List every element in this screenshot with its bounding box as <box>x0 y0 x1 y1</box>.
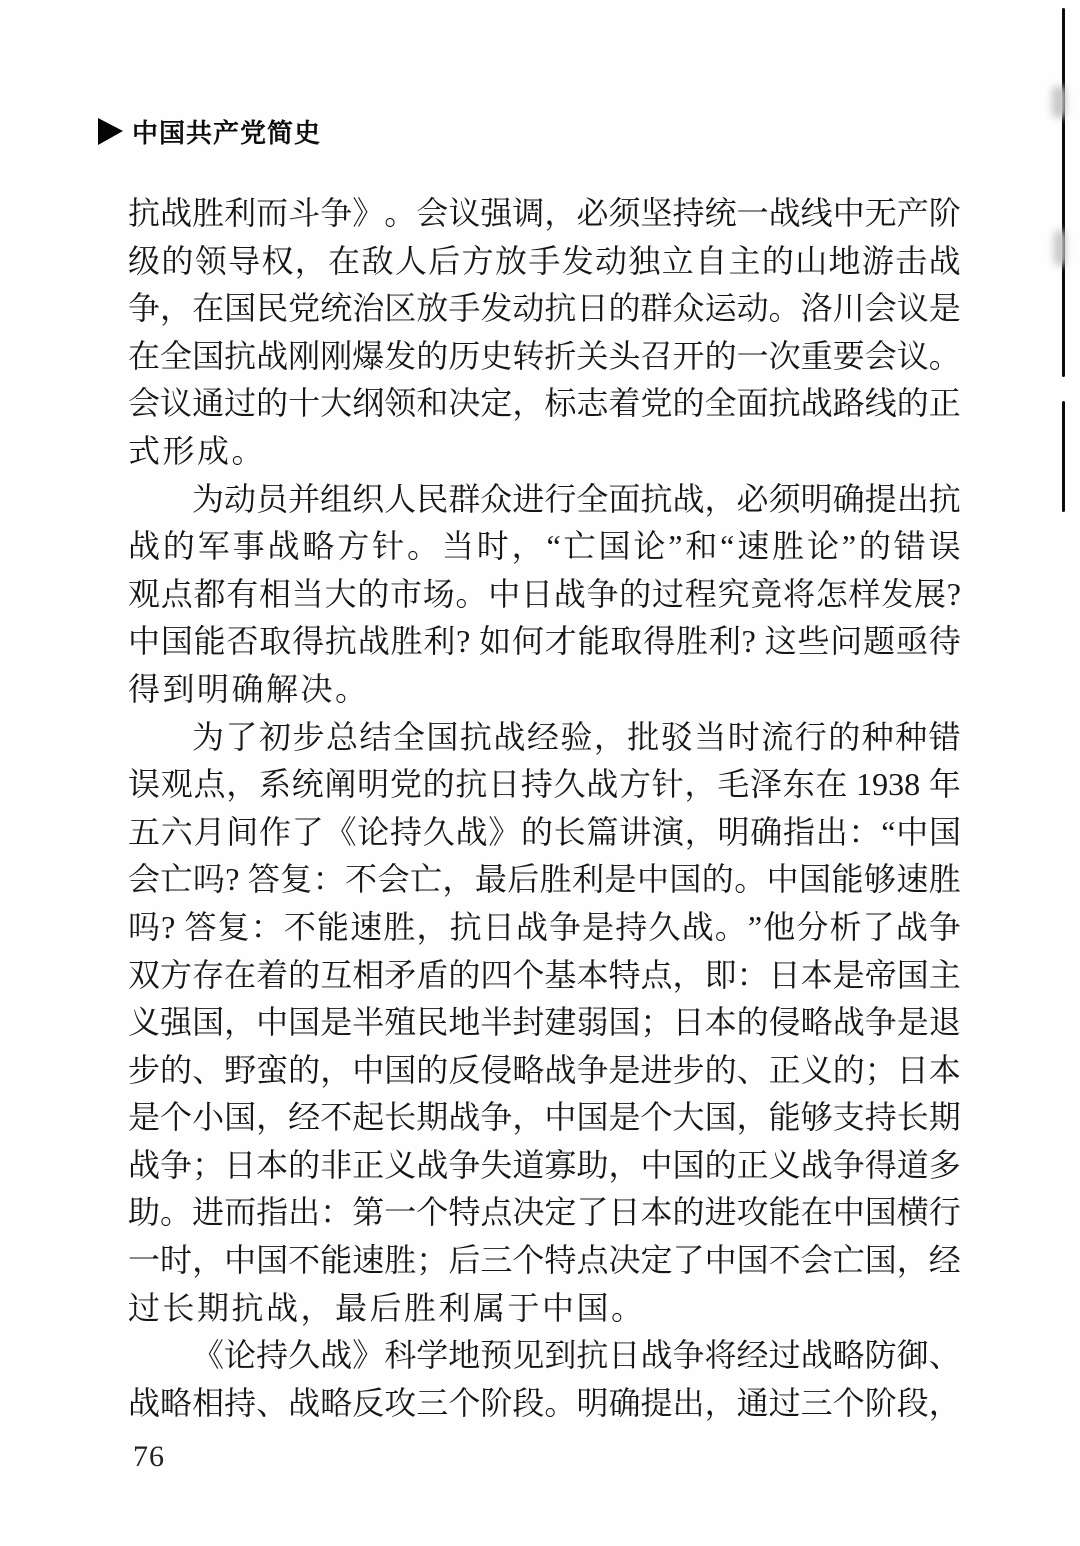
body-text <box>128 190 961 1427</box>
paragraph <box>128 190 961 476</box>
text-line: 战 略 相 持 、 战 略 反 攻 三 个 阶 段 。 明 确 提 出 ， 通 过 三 个 阶 段 ， <box>128 1384 961 1421</box>
page-header <box>98 114 321 148</box>
text-line: 会 亡 吗 ? 答 复 ： 不 会 亡 ， 最 后 胜 利 是 中 国 的 。 中 国 能 够 速 胜 <box>128 861 961 898</box>
text-line: 级 的 领 导 权 ， 在 敌 人 后 方 放 手 发 动 独 立 自 主 的 山 地 游 击 战 <box>128 242 961 279</box>
text-line: 一 时 ， 中 国 不 能 速 胜 ； 后 三 个 特 点 决 定 了 中 国 不 会 亡 国 ， 经 <box>128 1242 961 1279</box>
text-line: 战 争 ； 日 本 的 非 正 义 战 争 失 道 寡 助 ， 中 国 的 正 义 战 争 得 道 多 <box>128 1146 961 1183</box>
text-line: 过长期抗战，最后胜利属于中国。 <box>128 1289 646 1326</box>
text-line: 抗 战 胜 利 而 斗 争 》 。 会 议 强 调 ， 必 须 坚 持 统 一 战 线 中 无 产 阶 <box>128 195 961 231</box>
text-line: 会 议 通 过 的 十 大 纲 领 和 决 定 ， 标 志 着 党 的 全 面 抗 战 路 线 的 正 <box>128 385 961 422</box>
scan-artifact-line <box>1062 8 1065 377</box>
text-line: 步 的 、 野 蛮 的 ， 中 国 的 反 侵 略 战 争 是 进 步 的 、 正 义 的 ； 日 本 <box>128 1051 961 1088</box>
paragraph <box>128 714 961 1333</box>
book-title: 中国共产党简史 <box>132 117 322 148</box>
text-line: 为 了 初 步 总 结 全 国 抗 战 经 验 ， 批 驳 当 时 流 行 的 种 种 错 <box>192 718 961 755</box>
text-line: 双 方 存 在 着 的 互 相 矛 盾 的 四 个 基 本 特 点 ， 即 ： 日 本 是 帝 国 主 <box>128 956 961 993</box>
paragraph <box>128 476 961 714</box>
page-number: 76 <box>133 1440 165 1473</box>
text-line: 助 。 进 而 指 出 ： 第 一 个 特 点 决 定 了 日 本 的 进 攻 能 在 中 国 横 行 <box>128 1194 961 1231</box>
scan-artifact-line <box>1062 401 1065 512</box>
text-line: 战 的 军 事 战 略 方 针 。 当 时 ， “ 亡 国 论 ” 和 “ 速 胜 论 ” 的 错 误 <box>128 528 961 565</box>
text-line: 观 点 都 有 相 当 大 的 市 场 。 中 日 战 争 的 过 程 究 竟 将 怎 样 发 展 ? <box>128 575 961 612</box>
text-line: 式形成。 <box>128 432 267 469</box>
text-line: 在 全 国 抗 战 刚 刚 爆 发 的 历 史 转 折 关 头 召 开 的 一 次 重 要 会 议 。 <box>128 337 961 374</box>
text-line: 吗 ? 答 复 ： 不 能 速 胜 ， 抗 日 战 争 是 持 久 战 。 ” 他 分 析 了 战 争 <box>128 908 961 945</box>
text-line: 义 强 国 ， 中 国 是 半 殖 民 地 半 封 建 弱 国 ； 日 本 的 侵 略 战 争 是 退 <box>128 1004 961 1041</box>
section-marker-icon <box>98 118 123 145</box>
scan-artifact-smudge <box>1052 86 1066 118</box>
paragraph <box>128 1332 961 1427</box>
text-line: 五 六 月 间 作 了 《 论 持 久 战 》 的 长 篇 讲 演 ， 明 确 指 出 ： “ 中 国 <box>128 813 961 850</box>
text-line: 争 ， 在 国 民 党 统 治 区 放 手 发 动 抗 日 的 群 众 运 动 。 洛 川 会 议 是 <box>128 290 961 327</box>
text-line: 是 个 小 国 ， 经 不 起 长 期 战 争 ， 中 国 是 个 大 国 ， 能 够 支 持 长 期 <box>128 1099 961 1136</box>
text-line: 误 观 点 ， 系 统 阐 明 党 的 抗 日 持 久 战 方 针 ， 毛 泽 东 在 1938 年 <box>128 766 961 803</box>
text-line: 《 论 持 久 战 》 科 学 地 预 见 到 抗 日 战 争 将 经 过 战 略 防 御 、 <box>192 1337 961 1374</box>
scan-artifact-smudge <box>1054 230 1066 266</box>
text-line: 得到明确解决。 <box>128 670 370 707</box>
text-line: 中 国 能 否 取 得 抗 战 胜 利 ? 如 何 才 能 取 得 胜 利 ? 这 些 问 题 亟 待 <box>128 623 961 660</box>
text-line: 为 动 员 并 组 织 人 民 群 众 进 行 全 面 抗 战 ， 必 须 明 确 提 出 抗 <box>192 480 961 517</box>
